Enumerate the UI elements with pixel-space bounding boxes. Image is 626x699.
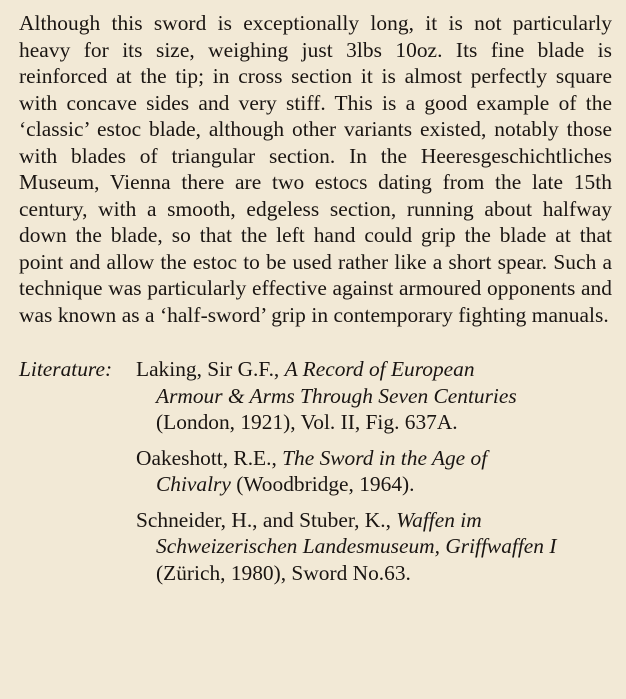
reference-title: A Record of European [284,357,475,381]
reference-details: (London, 1921), Vol. II, Fig. 637A. [156,410,458,434]
reference-line [136,383,612,410]
reference-details: (Woodbridge, 1964). [230,472,415,496]
body-paragraph: Although this sword is exceptionally long, it is not particularly heavy for its size, weighing just 3lbs 10oz. Its fine blade is reinforced at the tip; in cross section it is almost perfectly square with concave sides and very stiff. This is a good example of the ‘classic’ estoc blade, although other variants existed, notably those with blades of triangular section. In the Heeresgeschichtliches Museum, Vienna there are two estocs dating from the late 15th century, with a smooth, edgeless section, running about halfway down the blade, so that the left hand could grip the blade at that point and allow the estoc to be used rather like a short spear. Such a technique was particularly effective against armoured opponents and was known as a ‘half-sword’ grip in contemporary fighting manuals. [19,11,612,327]
reference-item [136,356,612,436]
literature-label: Literature: [19,357,113,381]
reference-author: Laking, Sir G.F., [136,357,285,381]
reference-author: Oakeshott, R.E., [136,445,283,470]
reference-title: Waffen im [396,507,482,532]
reference-title: Schweizerischen Landesmuseum, Griffwaffen I [156,534,557,558]
reference-details: (Zürich, 1980), Sword No.63. [156,560,411,585]
literature-section [19,356,612,595]
reference-line [136,560,612,587]
reference-line [136,356,612,383]
reference-title: Chivalry [156,472,231,496]
reference-line [136,409,612,436]
reference-line [136,471,612,498]
reference-item [136,507,612,587]
reference-author: Schneider, H., and Stuber, K., [136,507,397,532]
reference-title: The Sword in the Age of [282,445,488,470]
reference-list [136,356,612,595]
reference-line [136,445,612,472]
reference-line [136,507,612,534]
reference-title: Armour & Arms Through Seven Centuries [156,383,517,408]
reference-line [136,533,612,560]
reference-item [136,445,612,498]
